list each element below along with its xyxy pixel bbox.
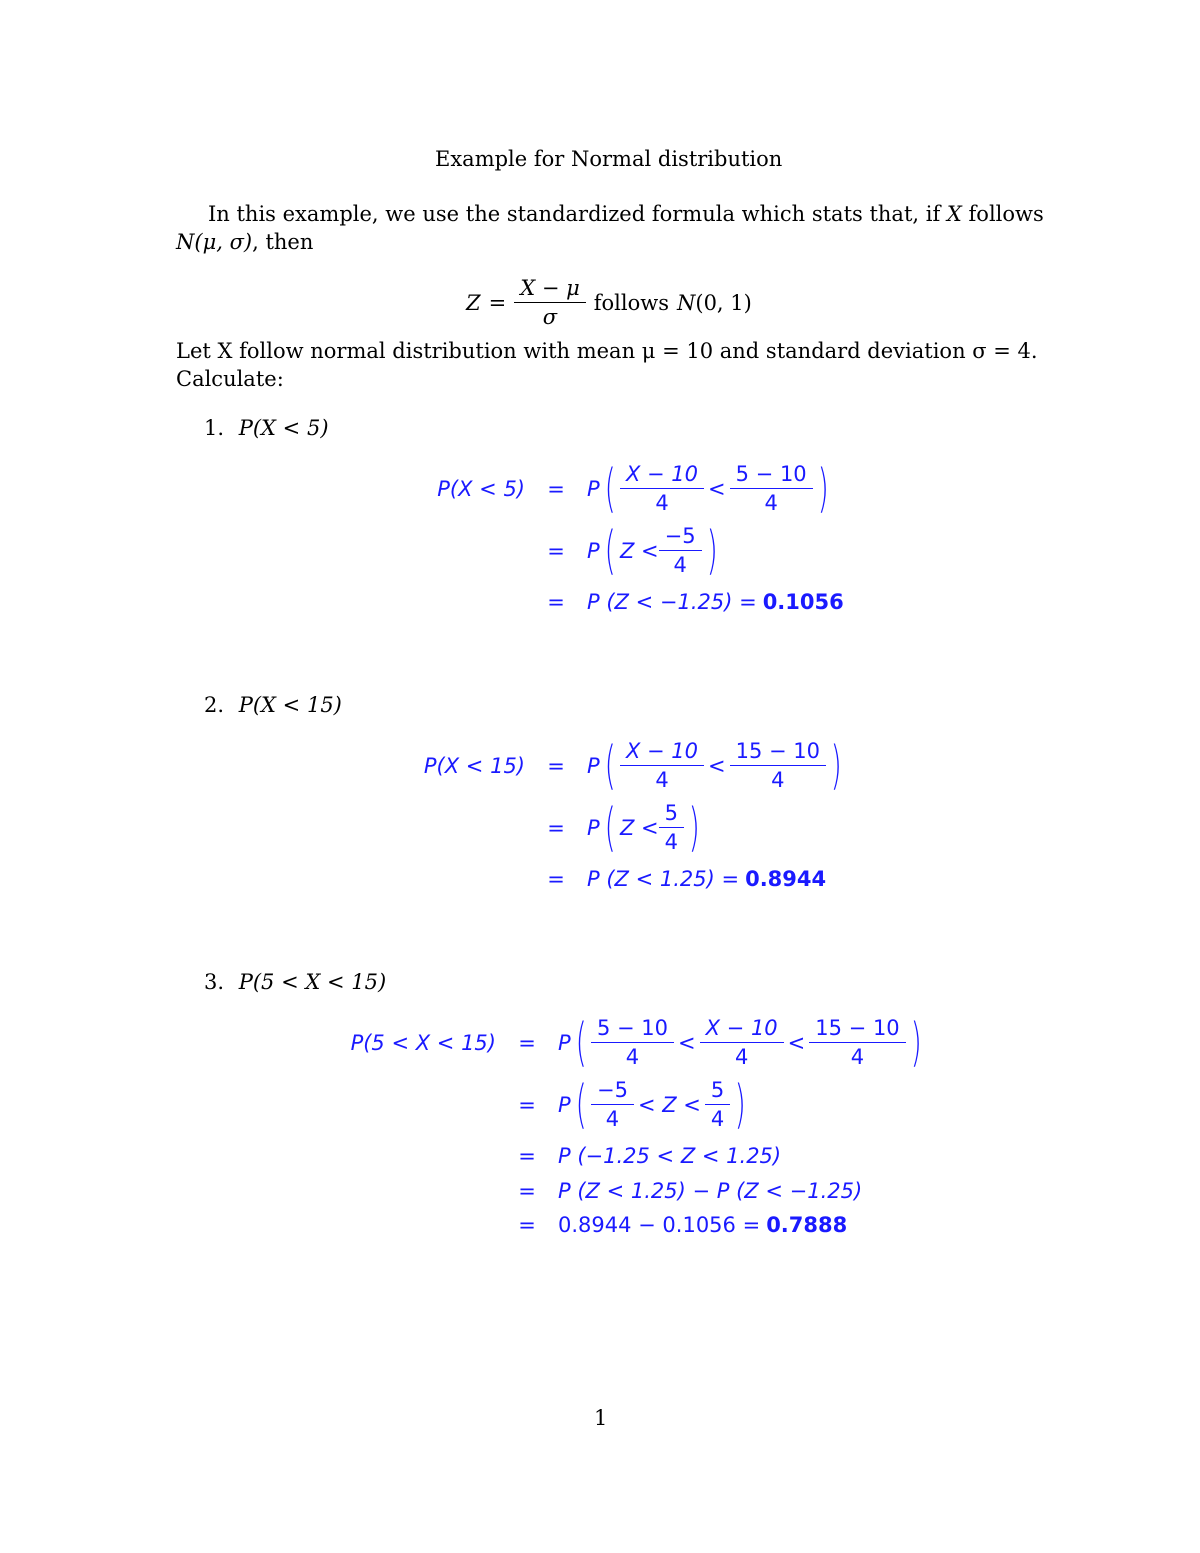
item-2-s1-f1-num: X − 10 xyxy=(625,739,699,763)
intro-text-1: In this example, we use the standardized formula which stats that, if xyxy=(208,202,947,226)
right-paren: ) xyxy=(688,797,700,858)
statement-line-2: Calculate: xyxy=(176,367,284,391)
item-3-step-3 xyxy=(496,1144,781,1168)
item-3-result: 0.7888 xyxy=(766,1213,848,1237)
item-1-expr: P(X < 5) xyxy=(238,416,329,440)
item-2-eq-1: = xyxy=(547,753,565,778)
item-3-lhs: P(5 < X < 15) xyxy=(350,1030,496,1055)
item-1-s1-p: P xyxy=(587,476,600,501)
item-1-s2-z: Z < xyxy=(619,538,659,563)
item-3-s3-text: P (−1.25 < Z < 1.25) xyxy=(558,1144,782,1168)
item-2-label: 2. xyxy=(204,693,225,717)
item-3-step-4 xyxy=(496,1179,862,1203)
formula-numerator: X − μ xyxy=(520,276,580,300)
item-1-s1-f2-num: 5 − 10 xyxy=(735,462,807,486)
item-3-heading xyxy=(204,970,386,994)
item-3-s2-fb-den: 4 xyxy=(705,1104,730,1131)
item-1-eq-1: = xyxy=(547,476,565,501)
statement-line-1: Let X follow normal distribution with mean μ = 10 and standard deviation σ = 4. xyxy=(176,339,1038,363)
item-3-s1-frac-3 xyxy=(812,1016,902,1069)
item-2-s1-p: P xyxy=(587,753,600,778)
intro-line-2 xyxy=(176,230,313,254)
item-2-step-2 xyxy=(525,797,704,858)
intro-text-2: follows xyxy=(961,202,1044,226)
item-3-eq-3: = xyxy=(518,1144,536,1168)
item-2-s1-frac-1 xyxy=(623,739,701,792)
item-1-step-3 xyxy=(525,590,844,614)
item-2-expr: P(X < 15) xyxy=(238,693,342,717)
item-1-s1-f2-den: 4 xyxy=(730,488,813,515)
page-title: Example for Normal distribution xyxy=(435,147,783,171)
item-1-lhs: P(X < 5) xyxy=(437,476,525,501)
item-3-s2-mid: < Z < xyxy=(637,1092,701,1117)
right-paren: ) xyxy=(817,458,829,519)
item-2-s2-frac xyxy=(662,801,681,854)
item-3-s1-f3-den: 4 xyxy=(809,1042,905,1069)
left-paren: ( xyxy=(604,797,616,858)
item-1-result: 0.1056 xyxy=(762,590,844,614)
item-2-heading xyxy=(204,693,342,717)
item-1-s1-frac-1 xyxy=(623,462,701,515)
item-3-s1-f2-num: X − 10 xyxy=(705,1016,778,1040)
item-1-eq-2: = xyxy=(547,538,565,563)
item-3-s2-p: P xyxy=(558,1092,571,1117)
item-3-step-5 xyxy=(496,1213,847,1237)
item-1-s1-f1-num: X − 10 xyxy=(625,462,699,486)
item-3-s1-frac-1 xyxy=(594,1016,671,1069)
left-paren: ( xyxy=(604,520,616,581)
item-3-step-2 xyxy=(496,1074,751,1135)
item-1-eq-3: = xyxy=(547,590,565,614)
item-2-step-1 xyxy=(410,735,846,796)
formula-follows: follows xyxy=(593,290,669,315)
item-2-eq-3: = xyxy=(547,867,565,891)
item-3-eq-4: = xyxy=(518,1179,536,1203)
left-paren: ( xyxy=(575,1012,587,1073)
item-3-eq-2: = xyxy=(518,1092,536,1117)
item-1-s2-frac xyxy=(662,524,699,577)
item-1-s1-f1-den: 4 xyxy=(620,488,704,515)
item-3-s2-fa-den: 4 xyxy=(591,1104,634,1131)
item-3-eq-1: = xyxy=(518,1030,536,1055)
item-1-step-1 xyxy=(425,458,833,519)
item-1-s2-f-num: −5 xyxy=(664,524,696,548)
item-1-s2-p: P xyxy=(587,538,600,563)
item-2-s1-f2-num: 15 − 10 xyxy=(735,739,821,763)
item-3-s5-text: 0.8944 − 0.1056 = xyxy=(558,1213,761,1237)
item-3-label: 3. xyxy=(204,970,225,994)
item-3-eq-5: = xyxy=(518,1213,536,1237)
item-3-s1-f2-den: 4 xyxy=(700,1042,784,1069)
item-1-s3-text: P (Z < −1.25) = xyxy=(587,590,757,614)
item-3-s1-frac-2 xyxy=(703,1016,781,1069)
item-2-lhs: P(X < 15) xyxy=(423,753,525,778)
item-1-step-2 xyxy=(525,520,722,581)
item-2-s2-f-den: 4 xyxy=(659,827,684,854)
item-1-label: 1. xyxy=(204,416,225,440)
formula-denominator: σ xyxy=(514,302,586,329)
item-1-s1-lt: < xyxy=(708,476,726,501)
item-3-s4-text: P (Z < 1.25) − P (Z < −1.25) xyxy=(558,1179,863,1203)
page-number: 1 xyxy=(594,1406,608,1430)
item-2-eq-2: = xyxy=(547,815,565,840)
item-3-s1-f1-den: 4 xyxy=(591,1042,674,1069)
item-2-s2-p: P xyxy=(587,815,600,840)
left-paren: ( xyxy=(575,1074,587,1135)
item-3-s1-lt-1: < xyxy=(678,1030,696,1055)
intro-line-1 xyxy=(208,202,1044,226)
item-2-s1-lt: < xyxy=(708,753,726,778)
right-paren: ) xyxy=(830,735,842,796)
standardize-formula xyxy=(466,276,752,329)
item-3-step-1 xyxy=(336,1012,926,1073)
intro-var-n: N xyxy=(176,230,195,254)
item-3-s2-frac-b xyxy=(708,1078,727,1131)
right-paren: ) xyxy=(706,520,718,581)
formula-equals: = xyxy=(488,290,507,315)
item-2-s1-frac-2 xyxy=(733,739,823,792)
left-paren: ( xyxy=(604,735,616,796)
formula-n-args: (0, 1) xyxy=(695,290,752,315)
item-1-heading xyxy=(204,416,329,440)
item-3-s1-f1-num: 5 − 10 xyxy=(596,1016,668,1040)
item-2-s3-text: P (Z < 1.25) = xyxy=(587,867,740,891)
left-paren: ( xyxy=(604,458,616,519)
item-2-s2-f-num: 5 xyxy=(664,801,679,825)
item-2-s1-f2-den: 4 xyxy=(730,765,826,792)
intro-args: (μ, σ) xyxy=(194,230,253,254)
item-3-s1-f3-num: 15 − 10 xyxy=(815,1016,900,1040)
item-2-s2-z: Z < xyxy=(619,815,659,840)
item-2-step-3 xyxy=(525,867,826,891)
item-3-s1-p: P xyxy=(558,1030,571,1055)
right-paren: ) xyxy=(910,1012,922,1073)
intro-text-3: , then xyxy=(252,230,314,254)
item-3-s2-fb-num: 5 xyxy=(710,1078,725,1102)
item-1-s1-frac-2 xyxy=(733,462,810,515)
right-paren: ) xyxy=(734,1074,746,1135)
formula-z: Z xyxy=(466,290,481,315)
item-3-s2-frac-a xyxy=(594,1078,631,1131)
formula-n: N xyxy=(677,290,696,315)
item-2-result: 0.8944 xyxy=(745,867,827,891)
item-2-s1-f1-den: 4 xyxy=(620,765,704,792)
formula-fraction xyxy=(517,276,583,329)
item-1-s2-f-den: 4 xyxy=(659,550,702,577)
item-3-s2-fa-num: −5 xyxy=(596,1078,628,1102)
item-3-s1-lt-2: < xyxy=(787,1030,806,1055)
intro-var-x: X xyxy=(946,202,962,226)
item-3-expr: P(5 < X < 15) xyxy=(238,970,387,994)
